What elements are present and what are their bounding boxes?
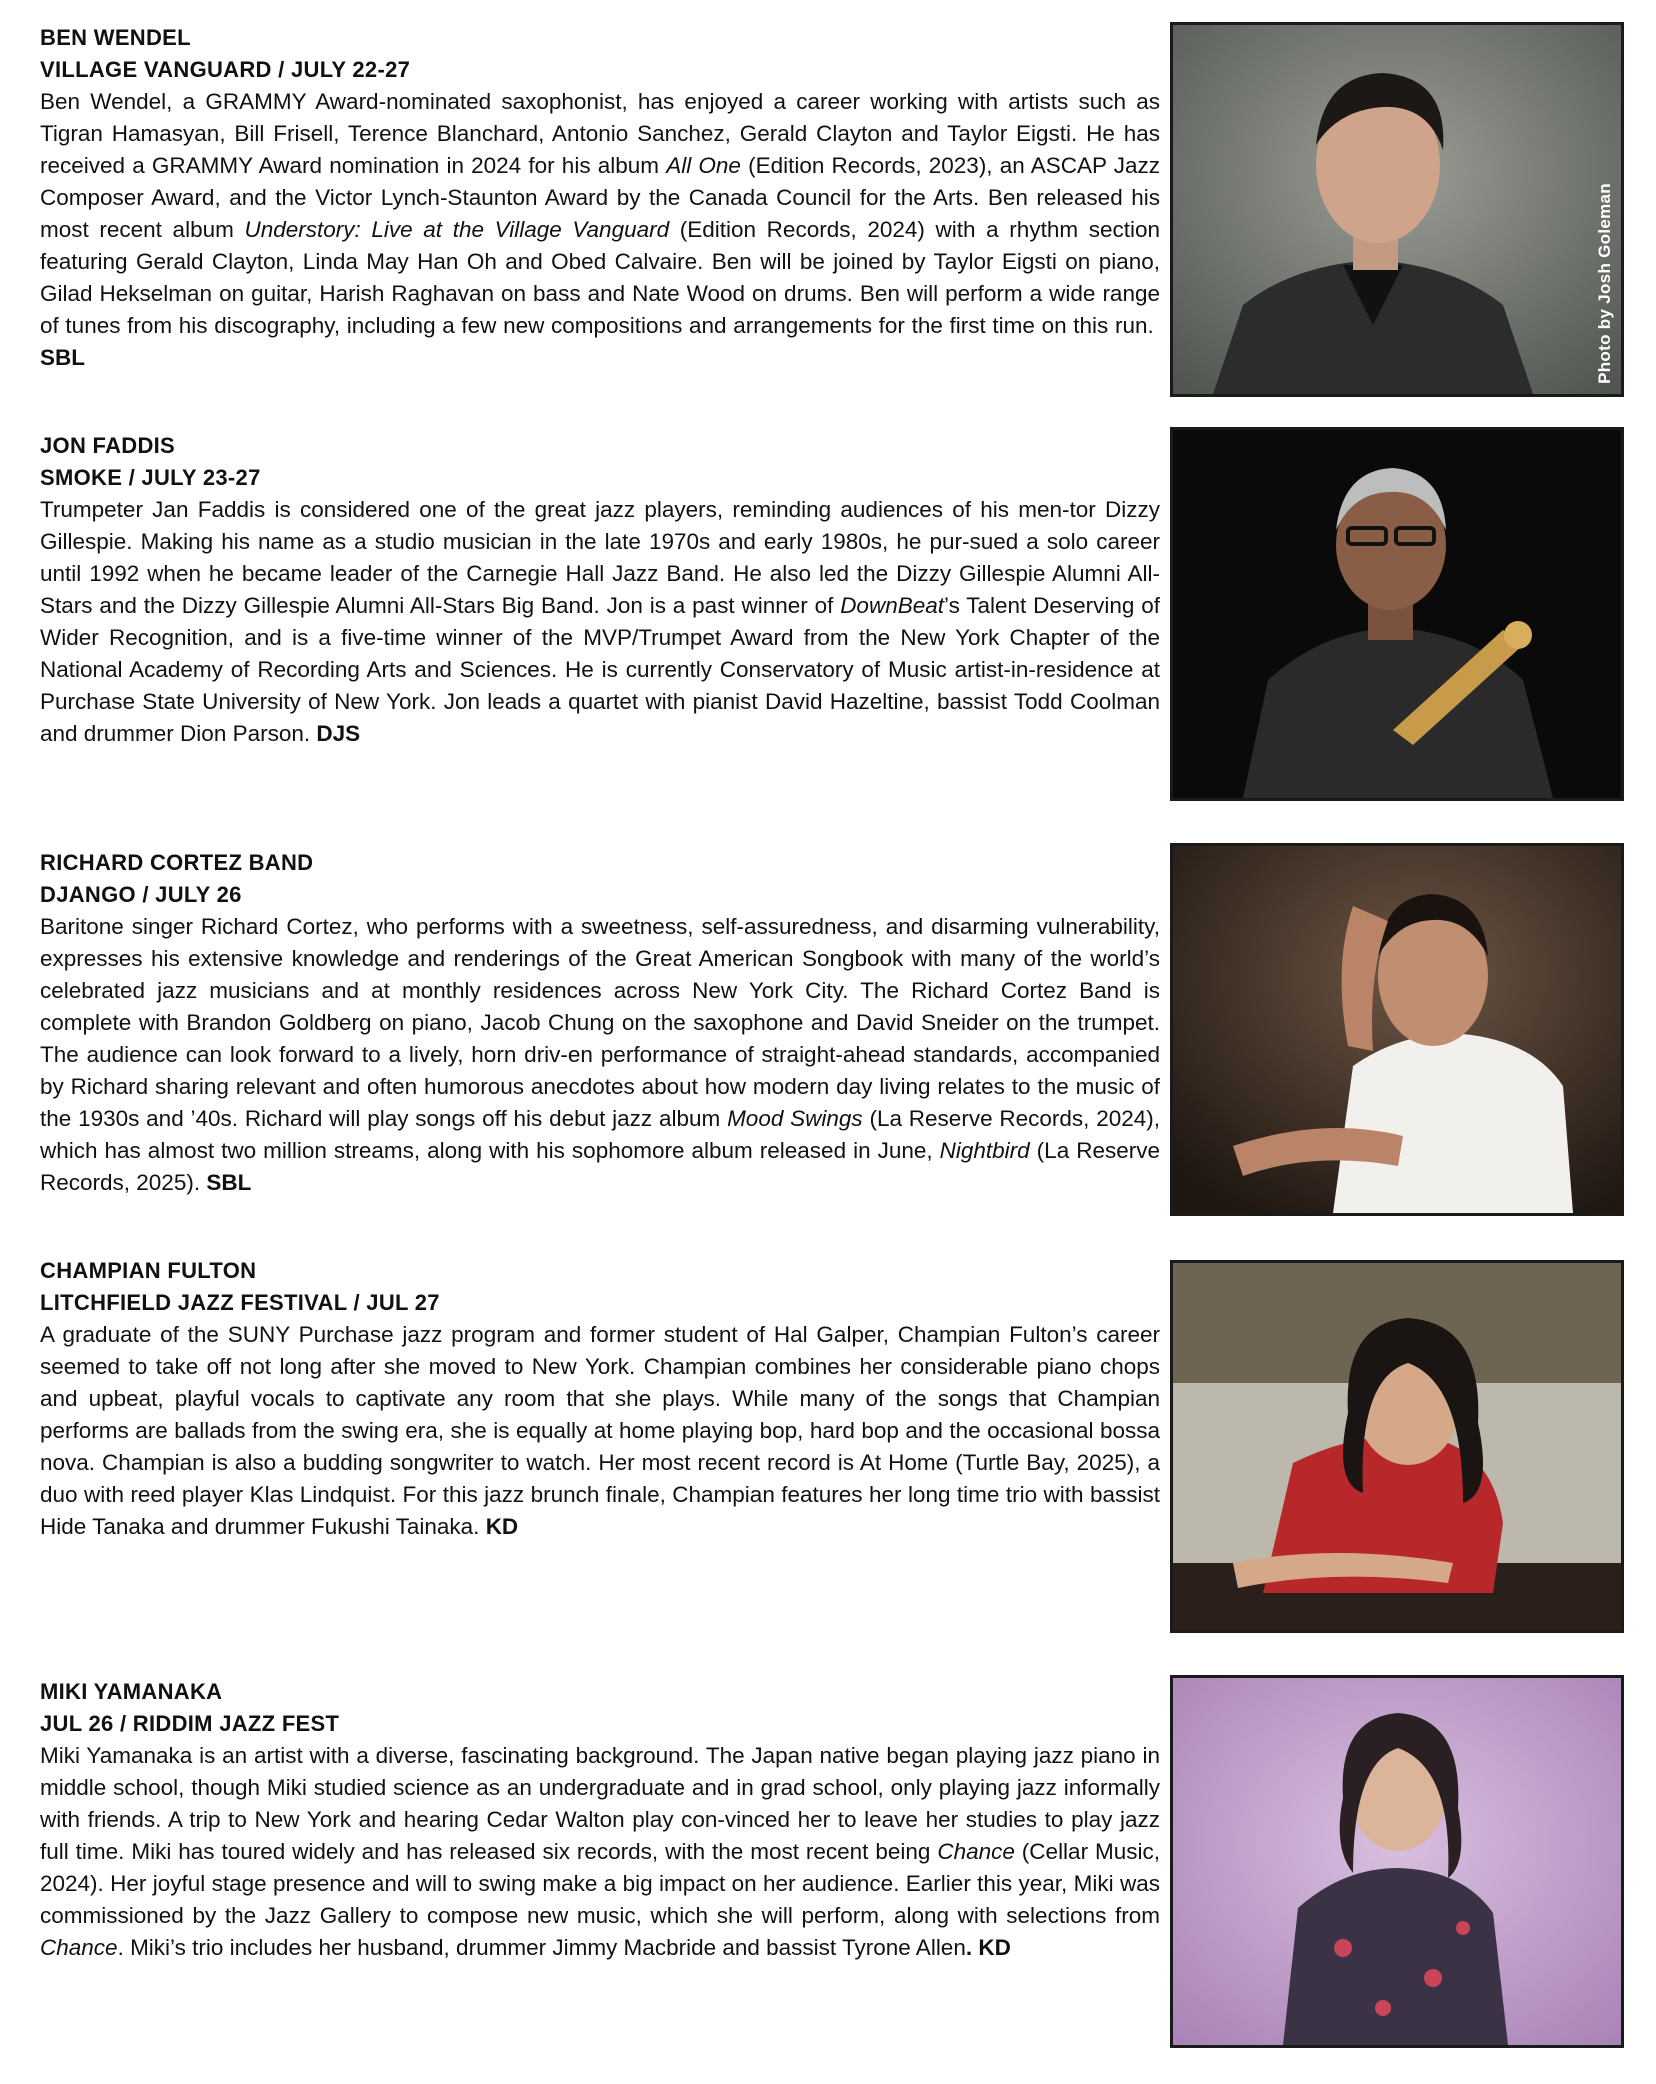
author-initials: KD: [485, 1514, 519, 1539]
venue-date: DJANGO / JULY 26: [40, 882, 242, 907]
photo-ben-wendel: [1170, 22, 1624, 397]
photo-miki-yamanaka: [1170, 1675, 1624, 2048]
article-body: Miki Yamanaka is an artist with a diverse, fascinating background. The Japan native began playing jazz piano in middle school, though Miki studied science as an undergraduate and in grad school, only playing jazz informally with friends. A trip to New York and hearing Cedar Walton play con-vinced her to leave her studies to play jazz full time. Miki has toured widely and has released six records, with the most recent being Chance (Cellar Music, 2024). Her joyful stage presence and will to swing make a big impact on her audience. Earlier this year, Miki was commissioned by the Jazz Gallery to compose new music, which she will perform, along with selections from Chance. Miki’s trio includes her husband, drummer Jimmy Macbride and bassist Tyrone Allen. KD: [40, 1743, 1160, 1960]
article-jon-faddis: [40, 430, 1160, 750]
photo-richard-cortez: [1170, 843, 1624, 1216]
venue-date: LITCHFIELD JAZZ FESTIVAL / JUL 27: [40, 1290, 440, 1315]
author-initials: . KD: [965, 1935, 1011, 1960]
photo-champian-fulton: [1170, 1260, 1624, 1633]
article-ben-wendel: [40, 22, 1160, 374]
article-body: Trumpeter Jan Faddis is considered one of the great jazz players, reminding audiences of his men-tor Dizzy Gillespie. Making his name as a studio musician in the late 1970s and early 1980s, he pur-sued a solo career until 1992 when he became leader of the Carnegie Hall Jazz Band. He also led the Dizzy Gillespie Alumni All-Stars and the Dizzy Gillespie Alumni All-Stars Big Band. Jon is a past winner of DownBeat’s Talent Deserving of Wider Recognition, and is a five-time winner of the MVP/Trumpet Award from the New York Chapter of the National Academy of Recording Arts and Sciences. He is currently Conservatory of Music artist-in-residence at Purchase State University of New York. Jon leads a quartet with pianist David Hazeltine, bassist Todd Coolman and drummer Dion Parson. DJS: [40, 497, 1160, 746]
author-initials: SBL: [40, 345, 85, 370]
author-initials: SBL: [206, 1170, 252, 1195]
article-champian-fulton: [40, 1255, 1160, 1543]
author-initials: DJS: [316, 721, 361, 746]
photo-credit: Photo by Josh Goleman: [1595, 183, 1614, 384]
article-richard-cortez: [40, 847, 1160, 1199]
venue-date: SMOKE / JULY 23-27: [40, 465, 261, 490]
artist-name: CHAMPIAN FULTON: [40, 1258, 257, 1283]
artist-name: BEN WENDEL: [40, 25, 191, 50]
article-body: Baritone singer Richard Cortez, who performs with a sweetness, self-assuredness, and disarming vulnerability, expresses his extensive knowledge and renderings of the Great American Songbook with many of the world’s celebrated jazz musicians and at monthly residences across New York City. The Richard Cortez Band is complete with Brandon Goldberg on piano, Jacob Chung on the saxophone and David Sneider on the trumpet. The audience can look forward to a lively, horn driv-en performance of straight-ahead standards, accompanied by Richard sharing relevant and often humorous anecdotes about how modern day living relates to the music of the 1930s and ’40s. Richard will play songs off his debut jazz album Mood Swings (La Reserve Records, 2024), which has almost two million streams, along with his sophomore album released in June, Nightbird (La Reserve Records, 2025). SBL: [40, 914, 1161, 1195]
article-body: A graduate of the SUNY Purchase jazz program and former student of Hal Galper, Champian Fulton’s career seemed to take off not long after she moved to New York. Champian combines her considerable piano chops and upbeat, playful vocals to captivate any room that she plays. While many of the songs that Champian performs are ballads from the swing era, she is equally at home playing bop, hard bop and the occasional bossa nova. Champian is also a budding songwriter to watch. Her most recent record is At Home (Turtle Bay, 2025), a duo with reed player Klas Lindquist. For this jazz brunch finale, Champian features her long time trio with bassist Hide Tanaka and drummer Fukushi Tainaka. KD: [40, 1322, 1160, 1539]
venue-date: JUL 26 / RIDDIM JAZZ FEST: [40, 1711, 340, 1736]
photo-jon-faddis: [1170, 427, 1624, 801]
artist-name: RICHARD CORTEZ BAND: [40, 850, 314, 875]
article-miki-yamanaka: [40, 1676, 1160, 1964]
artist-name: MIKI YAMANAKA: [40, 1679, 223, 1704]
article-body: Ben Wendel, a GRAMMY Award-nominated saxophonist, has enjoyed a career working with artists such as Tigran Hamasyan, Bill Frisell, Terence Blanchard, Antonio Sanchez, Gerald Clayton and Taylor Eigsti. He has received a GRAMMY Award nomination in 2024 for his album All One (Edition Records, 2023), an ASCAP Jazz Composer Award, and the Victor Lynch-Staunton Award by the Canada Council for the Arts. Ben released his most recent album Understory: Live at the Village Vanguard (Edition Records, 2024) with a rhythm section featuring Gerald Clayton, Linda May Han Oh and Obed Calvaire. Ben will be joined by Taylor Eigsti on piano, Gilad Hekselman on guitar, Harish Raghavan on bass and Nate Wood on drums. Ben will perform a wide range of tunes from his discography, including a few new compositions and arrangements for the first time on this run. SBL: [40, 89, 1160, 370]
venue-date: VILLAGE VANGUARD / JULY 22-27: [40, 57, 411, 82]
artist-name: JON FADDIS: [40, 433, 176, 458]
